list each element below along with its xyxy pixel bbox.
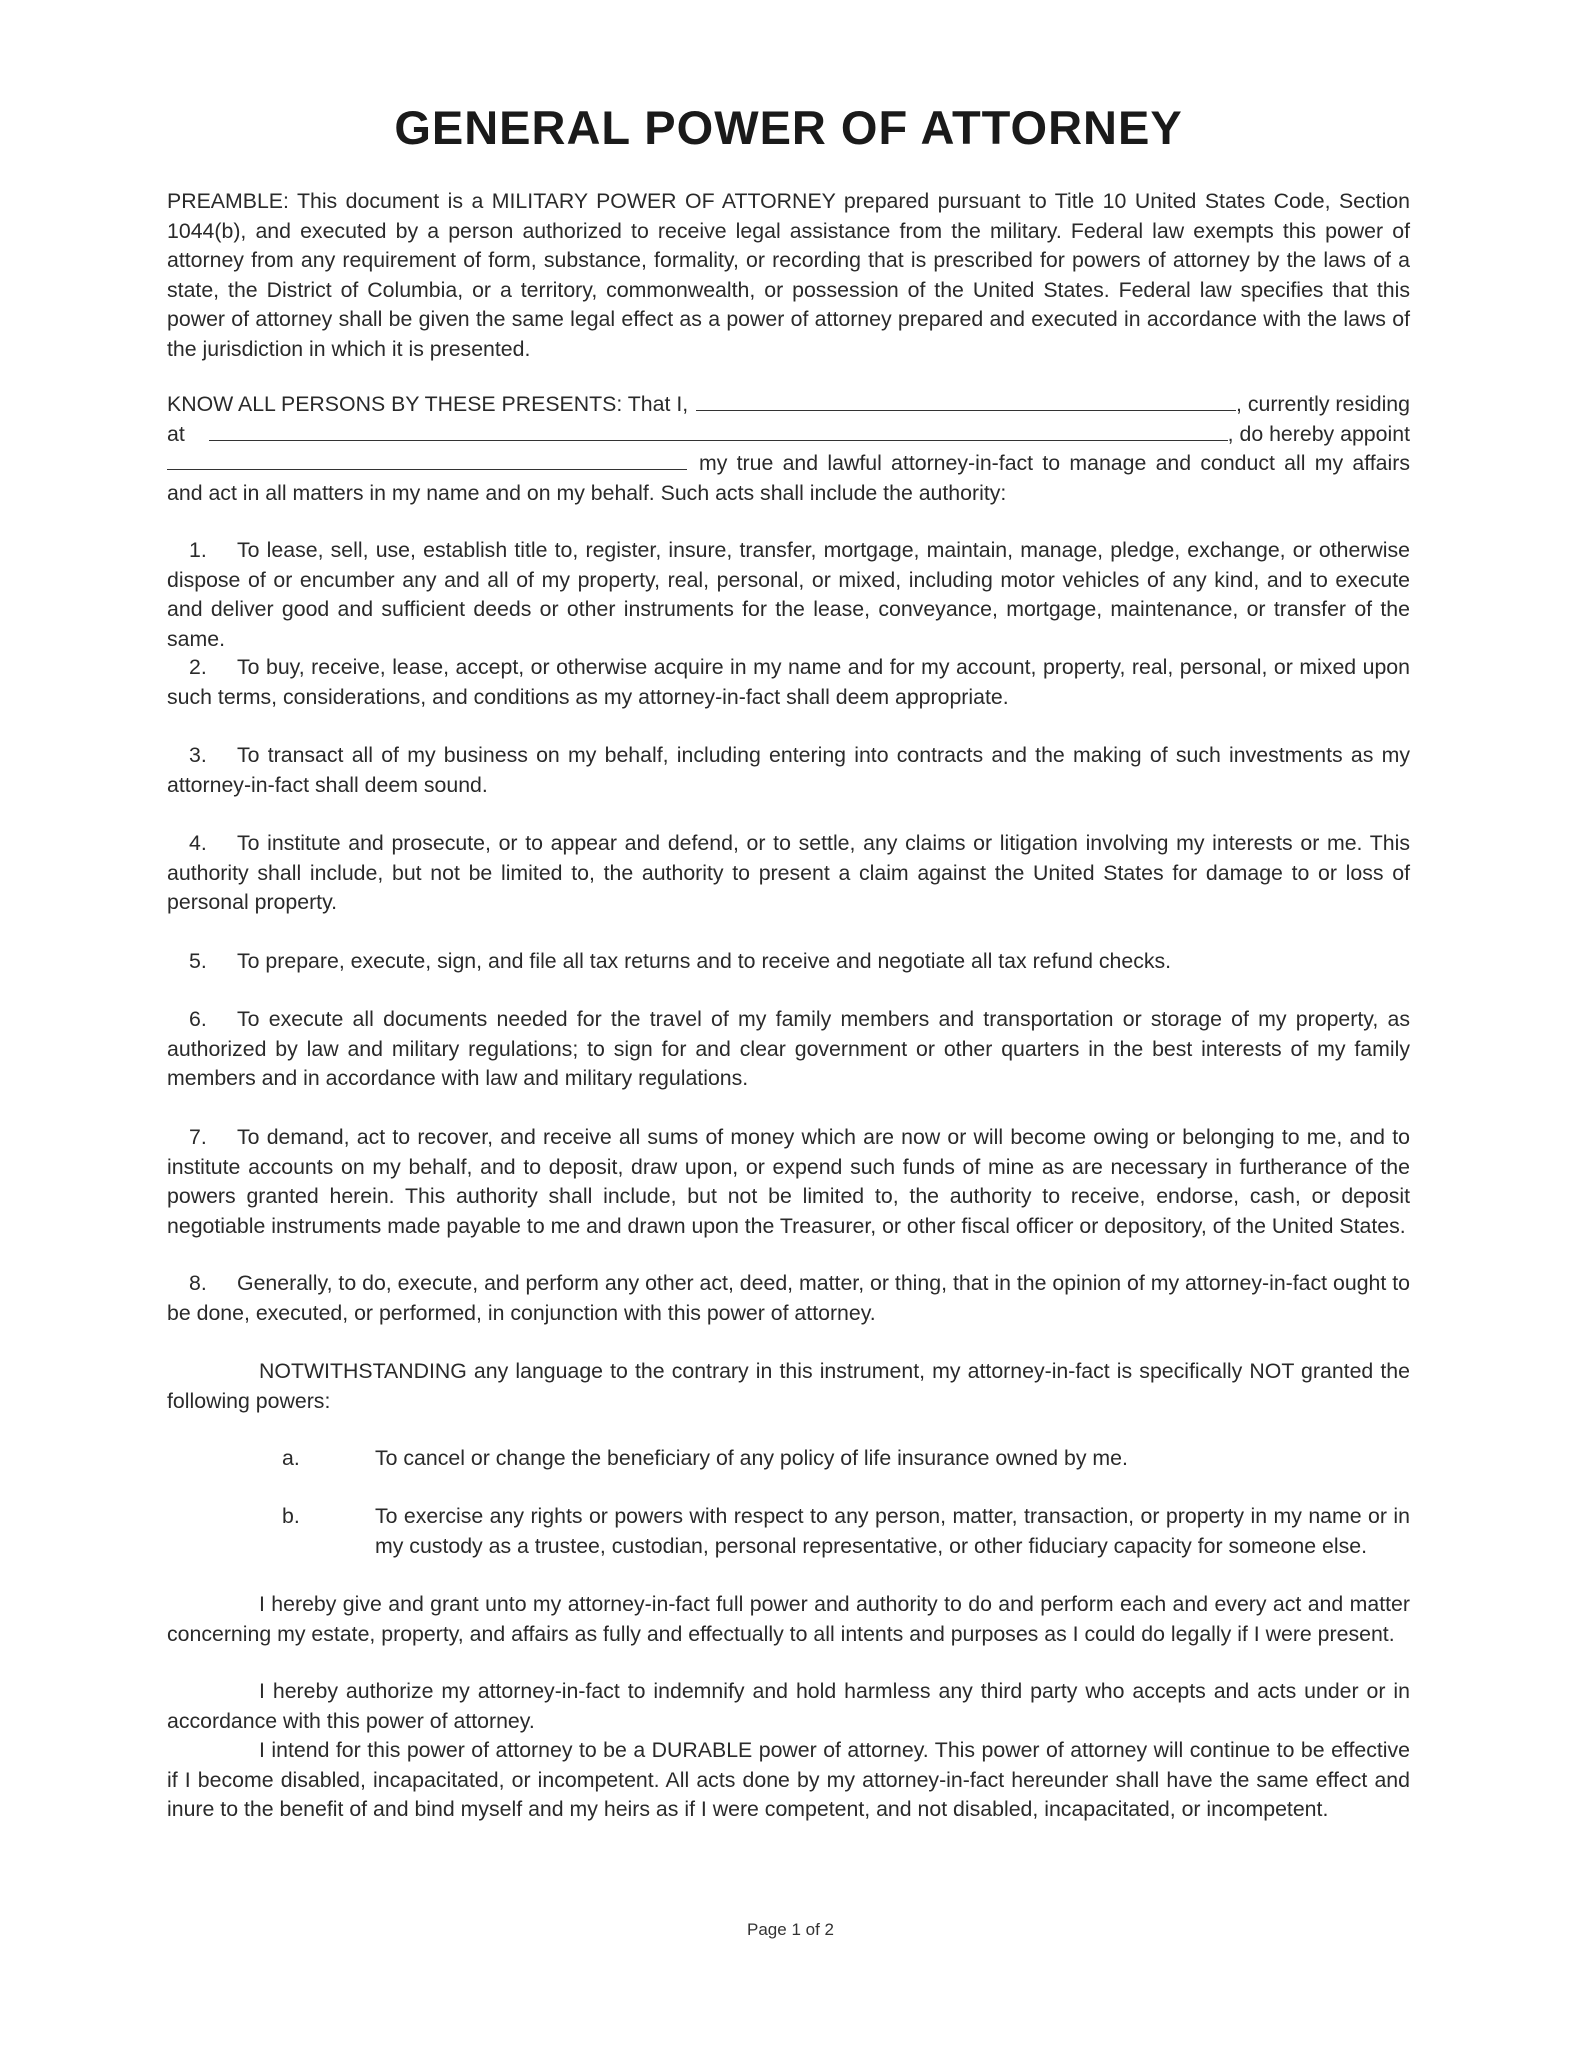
authority-intro: and act in all matters in my name and on my behalf. Such acts shall include the authority: — [167, 480, 1007, 505]
power-text: To institute and prosecute, or to appear and defend, or to settle, any claims or litigation involving my interests or me. This authority shall include, but not be limited to, the authority to present a claim against the United States for damage to or loss of personal property. — [167, 831, 1410, 914]
at-text: at — [167, 421, 185, 446]
power-number: 3. — [189, 743, 207, 767]
exclusion-text: To exercise any rights or powers with respect to any person, matter, transaction, or property in my name or in my custody as a trustee, custodian, personal representative, or other fiduciary capacity for someone else. — [375, 1504, 1410, 1558]
preamble-paragraph: PREAMBLE: This document is a MILITARY POWER OF ATTORNEY prepared pursuant to Title 10 United States Code, Section 1044(b), and executed by a person authorized to receive legal assistance from the military. Federal law exempts this power of attorney from any requirement of form, substance, formality, or recording that is prescribed for powers of attorney by the laws of a state, the District of Columbia, or a territory, commonwealth, or possession of the United States. Federal law specifies that this power of attorney shall be given the same legal effect as a power of attorney prepared and executed in accordance with the laws of the jurisdiction in which it is presented. — [167, 189, 1410, 361]
grant-text: I hereby give and grant unto my attorney-in-fact full power and authority to do and perform each and every act and matter concerning my estate, property, and affairs as fully and effectually to all intents and purposes as I could do legally if I were present. — [167, 1592, 1410, 1646]
indemnify-paragraph — [167, 1677, 1410, 1736]
power-number: 5. — [189, 949, 207, 973]
principal-name-blank — [696, 392, 1236, 411]
power-number: 4. — [189, 831, 207, 855]
power-number: 1. — [189, 538, 207, 562]
know-all-intro: KNOW ALL PERSONS BY THESE PRESENTS: That I, — [167, 392, 689, 416]
power-item-2 — [167, 653, 1410, 712]
power-text: To transact all of my business on my behalf, including entering into contracts and the making of such investments as my attorney-in-fact shall deem sound. — [167, 743, 1410, 797]
page-number: Page 1 of 2 — [747, 1920, 834, 1939]
address-blank — [209, 422, 1228, 441]
notwithstanding-paragraph — [167, 1357, 1410, 1416]
durable-text: I intend for this power of attorney to be a DURABLE power of attorney. This power of attorney will continue to be effective if I become disabled, incapacitated, or incompetent. All acts done by my attorney-in-fact hereunder shall have the same effect and inure to the benefit of and bind myself and my heirs as if I were competent, and not disabled, incapacitated, or incompetent. — [167, 1738, 1410, 1821]
attorney-text: my true and lawful attorney-in-fact to manage and conduct all my affairs — [699, 451, 1410, 475]
exclusion-label: b. — [282, 1504, 300, 1528]
power-item-3 — [167, 741, 1410, 800]
exclusion-text: To cancel or change the beneficiary of any policy of life insurance owned by me. — [375, 1446, 1128, 1470]
exclusion-item-a — [167, 1444, 1410, 1476]
power-item-6 — [167, 1005, 1410, 1094]
power-item-4 — [167, 829, 1410, 918]
power-text: To prepare, execute, sign, and file all tax returns and to receive and negotiate all tax refund checks. — [237, 949, 1172, 973]
appoint-text: , do hereby appoint — [1227, 421, 1410, 446]
power-item-5 — [167, 947, 1410, 977]
exclusion-item-b — [167, 1502, 1410, 1562]
attorney-name-blank — [167, 451, 687, 470]
power-text: To buy, receive, lease, accept, or otherwise acquire in my name and for my account, property, real, personal, or mixed upon such terms, considerations, and conditions as my attorney-in-fact shall deem appropriate. — [167, 655, 1410, 709]
power-text: To demand, act to recover, and receive all sums of money which are now or will become owing or belonging to me, and to institute accounts on my behalf, and to deposit, draw upon, or expend such funds of mine as are necessary in furtherance of the powers granted herein. This authority shall include, but not be limited to, the authority to receive, endorse, cash, or deposit negotiable instruments made payable to me and drawn upon the Treasurer, or other fiscal officer or depository, of the United States. — [167, 1125, 1410, 1238]
durable-paragraph — [167, 1736, 1410, 1825]
power-text: Generally, to do, execute, and perform any other act, deed, matter, or thing, that in the opinion of my attorney-in-fact ought to be done, executed, or performed, in conjunction with this power of attorney. — [167, 1271, 1410, 1325]
know-all-section — [167, 390, 1410, 508]
exclusion-label: a. — [282, 1446, 300, 1470]
grant-paragraph — [167, 1590, 1410, 1649]
power-text: To lease, sell, use, establish title to, register, insure, transfer, mortgage, maintain, manage, pledge, exchange, or otherwise dispose of or encumber any and all of my property, real, personal, or mixed, including motor vehicles of any kind, and to execute and deliver good and sufficient deeds or other instruments for the lease, conveyance, mortgage, maintenance, or transfer of the same. — [167, 538, 1410, 651]
power-item-8 — [167, 1269, 1410, 1328]
notwithstanding-text: NOTWITHSTANDING any language to the contrary in this instrument, my attorney-in-fact is specifically NOT granted the following powers: — [167, 1359, 1410, 1413]
indemnify-text: I hereby authorize my attorney-in-fact to indemnify and hold harmless any third party who accepts and acts under or in accordance with this power of attorney. — [167, 1679, 1410, 1733]
power-number: 2. — [189, 655, 207, 679]
power-number: 6. — [189, 1007, 207, 1031]
power-number: 7. — [189, 1125, 207, 1149]
power-item-1 — [167, 536, 1410, 654]
power-item-7 — [167, 1123, 1410, 1241]
power-text: To execute all documents needed for the travel of my family members and transportation or storage of my property, as authorized by law and military regulations; to sign for and clear government or other quarters in the best interests of my family members and in accordance with law and military regulations. — [167, 1007, 1410, 1090]
residing-text: , currently residing — [1236, 392, 1410, 416]
document-title: GENERAL POWER OF ATTORNEY — [394, 101, 1183, 154]
power-number: 8. — [189, 1271, 207, 1295]
